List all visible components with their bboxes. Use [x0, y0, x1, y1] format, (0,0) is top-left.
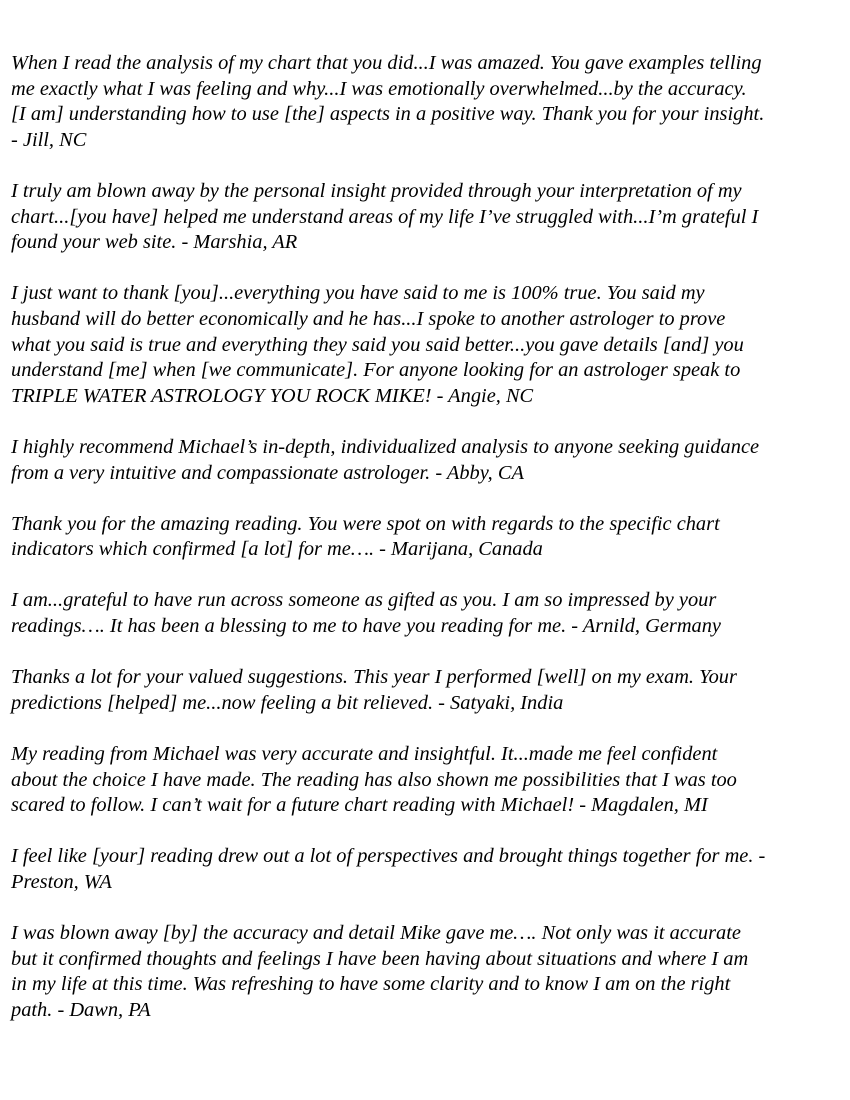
testimonial-line: I am...grateful to have run across someone as gifted as you. I am so impressed by your	[11, 589, 717, 612]
testimonial-line: I just want to thank [you]...everything you have said to me is 100% true. You said my	[11, 282, 705, 305]
testimonial-line: path. - Dawn, PA	[11, 998, 151, 1021]
testimonial-magdalen	[11, 742, 839, 819]
testimonial-arnild	[11, 588, 839, 639]
testimonial-line: I highly recommend Michael’s in-depth, individualized analysis to anyone seeking guidance	[11, 435, 760, 458]
testimonial-line: When I read the analysis of my chart that you did...I was amazed. You gave examples telling	[11, 52, 762, 74]
testimonial-line: what you said is true and everything they said you said better...you gave details [and] you	[11, 333, 744, 356]
testimonial-marshia	[11, 179, 839, 256]
testimonial-line: but it confirmed thoughts and feelings I have been having about situations and where I am	[11, 947, 749, 970]
testimonial-jill	[11, 51, 839, 153]
testimonial-dawn	[11, 921, 839, 1023]
testimonial-line: from a very intuitive and compassionate astrologer. - Abby, CA	[11, 461, 524, 484]
testimonial-satyaki	[11, 665, 839, 716]
testimonial-line: understand [me] when [we communicate]. For anyone looking for an astrologer speak to	[11, 359, 741, 382]
testimonial-angie	[11, 281, 839, 409]
testimonial-line: [I am] understanding how to use [the] aspects in a positive way. Thank you for your insight.	[11, 103, 765, 126]
testimonial-line: TRIPLE WATER ASTROLOGY YOU ROCK MIKE! - Angie, NC	[11, 384, 534, 407]
testimonial-line: me exactly what I was feeling and why...I was emotionally overwhelmed...by the accuracy.	[11, 77, 747, 100]
testimonial-line: scared to follow. I can’t wait for a future chart reading with Michael! - Magdalen, MI	[11, 794, 708, 817]
testimonial-line: Thank you for the amazing reading. You were spot on with regards to the specific chart	[11, 512, 720, 535]
testimonial-preston	[11, 844, 839, 895]
testimonial-line: found your web site. - Marshia, AR	[11, 231, 298, 254]
testimonial-line: I feel like [your] reading drew out a lot of perspectives and brought things together for me. -	[11, 845, 766, 868]
testimonial-line: readings…. It has been a blessing to me to have you reading for me. - Arnild, Germany	[11, 615, 721, 638]
testimonial-line: chart...[you have] helped me understand areas of my life I’ve struggled with...I’m grateful I	[11, 205, 759, 228]
testimonial-line: My reading from Michael was very accurate and insightful. It...made me feel confident	[11, 743, 718, 766]
testimonial-line: I truly am blown away by the personal insight provided through your interpretation of my	[11, 179, 742, 202]
testimonial-abby	[11, 435, 839, 486]
testimonial-line: - Jill, NC	[11, 128, 87, 151]
testimonial-line: I was blown away [by] the accuracy and detail Mike gave me…. Not only was it accurate	[11, 922, 741, 945]
testimonial-line: husband will do better economically and he has...I spoke to another astrologer to prove	[11, 307, 726, 330]
testimonial-line: indicators which confirmed [a lot] for me…. - Marijana, Canada	[11, 538, 543, 561]
testimonial-line: about the choice I have made. The reading has also shown me possibilities that I was too	[11, 768, 737, 791]
testimonial-line: Thanks a lot for your valued suggestions. This year I performed [well] on my exam. Your	[11, 666, 737, 689]
testimonials-page	[11, 51, 839, 1049]
testimonial-line: in my life at this time. Was refreshing to have some clarity and to know I am on the right	[11, 973, 731, 996]
testimonial-line: Preston, WA	[11, 871, 112, 893]
testimonial-marijana	[11, 512, 839, 563]
testimonial-line: predictions [helped] me...now feeling a bit relieved. - Satyaki, India	[11, 691, 564, 714]
